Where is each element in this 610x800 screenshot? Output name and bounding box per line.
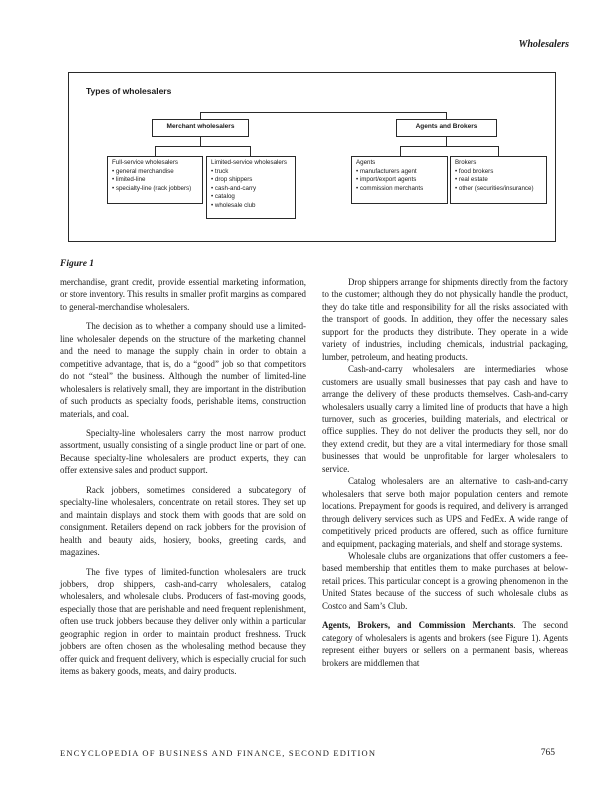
list-item: • specialty-line (rack jobbers) — [112, 185, 198, 194]
list-item: • limited-line — [112, 176, 198, 185]
connector-agents-up — [446, 112, 447, 119]
limited-service-box — [206, 156, 296, 219]
agents-brokers-box — [396, 119, 497, 137]
connector-top-horizontal — [200, 112, 447, 113]
connector-agents-down — [446, 137, 447, 146]
list-item: • cash-and-carry — [211, 185, 291, 194]
list-item: • truck — [211, 168, 291, 177]
agents-title: Agents — [356, 159, 376, 166]
paragraph: Drop shippers arrange for shipments directly from the factory to the customer; although they do not physically handle the product, they do take title and responsibility for all the risks associated with the transport of goods. In addition, they offer the necessary sales support for the products they distribute. They operate in a wide variety of industries, including chemicals, industrial packaging, lumber, petroleum, and heating products. — [322, 277, 568, 362]
footer-title: ENCYCLOPEDIA OF BUSINESS AND FINANCE, SECOND EDITION — [60, 748, 377, 758]
list-item: • commission merchants — [356, 185, 443, 194]
paragraph: The decision as to whether a company should use a limited-line wholesaler depends on the structure of the marketing channel and the need to manage the supply chain in order to obtain a competitive advantage, that is, do a “good” job so that competitors do not “steal” the business. Although the number of limited-line wholesalers is relatively small, they are important in the distribution of such products as specialty foods, perishable items, construction materials, and coal. — [60, 321, 306, 419]
figure-caption: Figure 1 — [60, 259, 95, 269]
paragraph: Cash-and-carry wholesalers are intermediaries whose customers are usually small businesses that pay cash and have to arrange the delivery of these products themselves. Cash-and-carry wholesalers usually carry a limited line of products that have a high turnover, such as groceries, building materials, and electrical or office supplies. They do not deliver the products they sell, nor do they extend credit, but they are a vital intermediary for those small businesses that would be unprofitable for larger wholesalers to service. — [322, 364, 568, 474]
brokers-title: Brokers — [455, 159, 477, 166]
list-item: • other (securities/insurance) — [455, 185, 542, 194]
limited-service-title: Limited-service wholesalers — [211, 159, 287, 166]
list-item: • catalog — [211, 193, 291, 202]
full-service-title: Full-service wholesalers — [112, 159, 179, 166]
left-column — [60, 276, 306, 678]
connector-agents-drop — [400, 146, 401, 156]
right-column — [322, 276, 568, 669]
paragraph: Catalog wholesalers are an alternative to cash-and-carry wholesalers that serve both major population centers and remote locations. Prepayment for goods is required, and delivery is arranged through delivery services such as UPS and FedEx. A wide range of competitively priced products are offered, such as office furniture and equipment, packaging materials, and shelf and storage systems. — [322, 476, 568, 549]
paragraph: The five types of limited-function wholesalers are truck jobbers, drop shippers, cash-and-carry wholesalers, catalog wholesalers, and wholesale clubs. Producers of fast-moving goods, especially those that are perishable and need frequent replenishment, often use truck jobbers because they deliver only within a particular geographic region in order to maintain product freshness. Truck jobbers are often chosen as the wholesaling method because they offer quick and frequent delivery, which is especially crucial for such items as bakery goods, meats, and dairy products. — [60, 566, 306, 677]
connector-merchant-up — [200, 112, 201, 119]
paragraph: Wholesale clubs are organizations that offer customers a fee-based membership that entitles them to make purchases at below-retail prices. This particular concept is a growing phenomenon in the United States because of the success of such wholesale clubs as Costco and Sam’s Club. — [322, 550, 568, 611]
connector-merchant-down — [200, 137, 201, 146]
agents-brokers-label: Agents and Brokers — [415, 123, 478, 130]
merchant-wholesalers-label: Merchant wholesalers — [166, 123, 235, 130]
paragraph: merchandise, grant credit, provide essential marketing information, or store inventory. This results in smaller profit margins as compared to general-merchandise wholesalers. — [60, 277, 306, 312]
list-item: • import/export agents — [356, 176, 443, 185]
section-paragraph — [322, 619, 568, 669]
paragraph: Specialty-line wholesalers carry the most narrow product assortment, usually consisting of a single product line or part of one. Because specialty-line wholesalers are product experts, they can offer extensive sales and product support. — [60, 427, 306, 476]
connector-merchant-split — [155, 146, 250, 147]
section-heading: Agents, Brokers, and Commission Merchants — [322, 620, 514, 631]
page-number: 765 — [540, 748, 555, 758]
list-item: • food brokers — [455, 168, 542, 177]
list-item: • general merchandise — [112, 168, 198, 177]
connector-brokers-drop — [498, 146, 499, 156]
list-item: • manufacturers agent — [356, 168, 443, 177]
section-text: . The second category of wholesalers is agents and brokers (see Figure 1). Agents represent either buyers or sellers on a permanent basis, whereas brokers are middlemen that — [322, 620, 568, 668]
connector-agents-split — [400, 146, 499, 147]
list-item: • real estate — [455, 176, 542, 185]
connector-limitedservice-drop — [250, 146, 251, 156]
paragraph: Rack jobbers, sometimes considered a subcategory of specialty-line wholesalers, concentrate on retail stores. They set up and maintain displays and stock them with goods that are sold on consignment. Retailers depend on rack jobbers for the provision of health and beauty aids, hosiery, books, greeting cards, and magazines. — [60, 484, 306, 558]
running-head: Wholesalers — [518, 39, 569, 50]
list-item: • drop shippers — [211, 176, 291, 185]
figure-title: Types of wholesalers — [86, 86, 172, 96]
connector-fullservice-drop — [155, 146, 156, 156]
agents-box — [351, 156, 448, 204]
brokers-box — [450, 156, 547, 204]
full-service-box — [107, 156, 203, 204]
list-item: • wholesale club — [211, 202, 291, 211]
merchant-wholesalers-box — [152, 119, 249, 137]
